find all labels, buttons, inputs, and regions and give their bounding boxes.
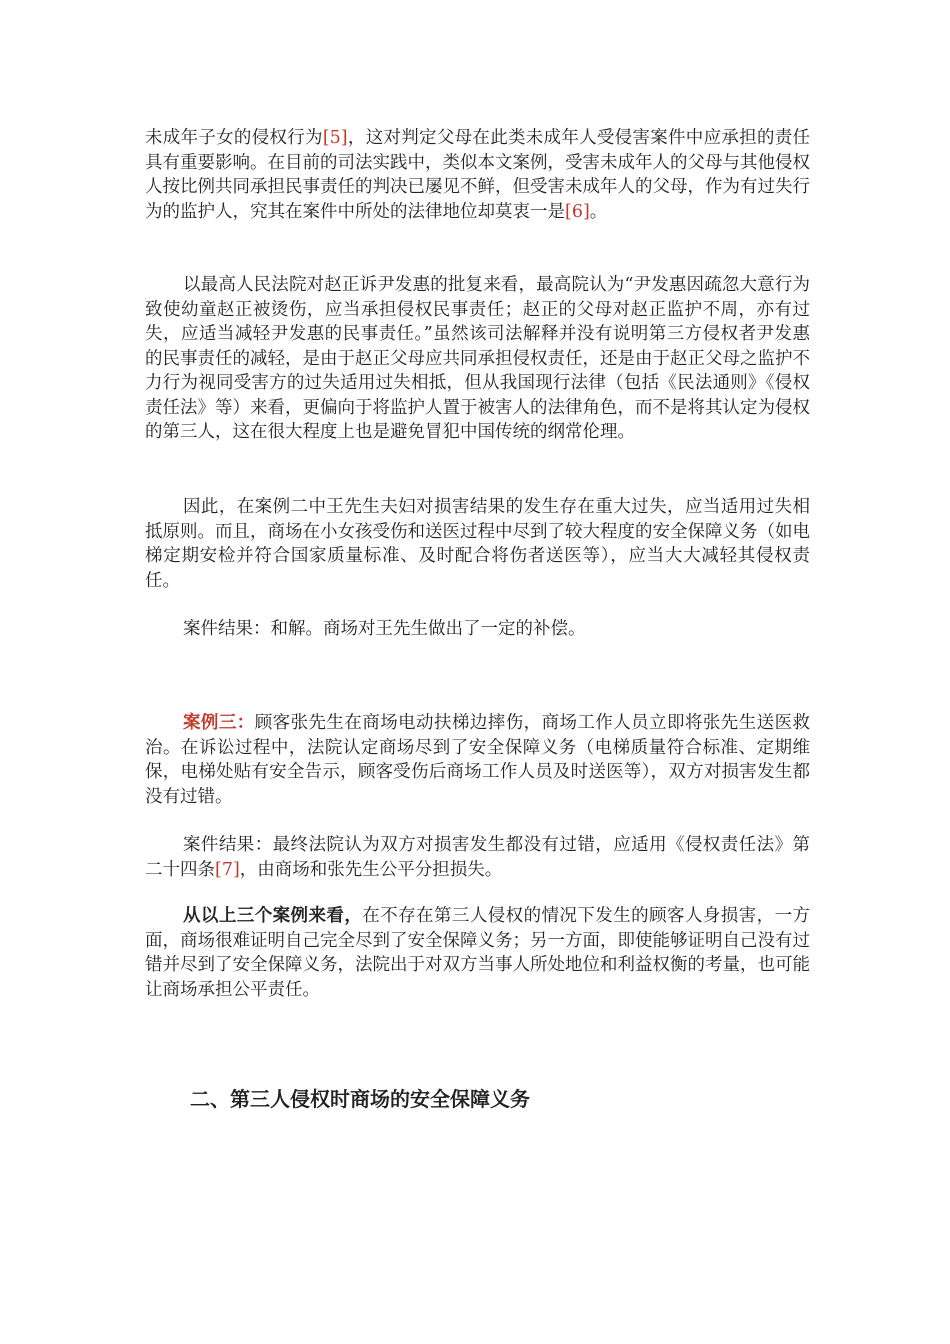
summary-lead: 从以上三个案例来看， (183, 906, 363, 926)
paragraph-text: 。 (589, 201, 608, 222)
paragraph-case-three-result (145, 833, 810, 882)
section-heading: 二、第三人侵权时商场的安全保障义务 (190, 1087, 530, 1111)
paragraph-text: ，这对判定父母在此类未成年人受侵害案件中应承担的责任具有重要影响。在目前的司法实践中，类似本文案例，受害未成年人的父母与其他侵权人按比例共同承担民事责任的判决已屡见不鲜，但受害未成年人的父母，作为有过失行为的监护人，究其在案件中所处的法律地位却莫衷一是 (145, 128, 811, 222)
paragraph-text: ，由商场和张先生公平分担损失。 (239, 859, 503, 880)
paragraph-text: 顾客张先生在商场电动扶梯边摔伤，商场工作人员立即将张先生送医救治。在诉讼过程中，法院认定商场尽到了安全保障义务（电梯质量符合标准、定期维保，电梯处贴有安全告示，顾客受伤后商场工作人员及时送医等），双方对损害发生都没有过错。 (145, 713, 811, 807)
paragraph-case-two-analysis: 因此，在案例二中王先生夫妇对损害结果的发生存在重大过失，应当适用过失相抵原则。而且，商场在小女孩受伤和送医过程中尽到了较大程度的安全保障义务（如电梯定期安检并符合国家质量标准、及时配合将伤者送医等），应当大大减轻其侵权责任。 (145, 497, 810, 591)
paragraph-supreme-court-reply: 以最高人民法院对赵正诉尹发惠的批复来看，最高院认为“尹发惠因疏忽大意行为致使幼童赵正被烫伤，应当承担侵权民事责任；赵正的父母对赵正监护不周，亦有过失，应适当减轻尹发惠的民事责任。”虽然该司法解释并没有说明第三方侵权者尹发惠的民事责任的减轻，是由于赵正父母应共同承担侵权责任，还是由于赵正父母之监护不力行为视同受害方的过失适用过失相抵，但从我国现行法律（包括《民法通则》《侵权责任法》等）来看，更偏向于将监护人置于被害人的法律角色，而不是将其认定为侵权的第三人，这在很大程度上也是避免冒犯中国传统的纲常伦理。 (145, 275, 810, 442)
footnote-ref-7[interactable]: [7] (215, 859, 240, 880)
paragraph-minor-liability (145, 126, 810, 224)
paragraph-summary (145, 904, 810, 1002)
footnote-ref-5[interactable]: [5] (322, 128, 348, 148)
paragraph-text: 案件结果：最终法院认为双方对损害发生都没有过错，应适用《侵权责任法》第二十四条 (145, 835, 810, 880)
case-three-label: 案例三： (183, 713, 255, 733)
paragraph-text: 在不存在第三人侵权的情况下发生的顾客人身损害，一方面，商场很难证明自己完全尽到了安全保障义务；另一方面，即使能够证明自己没有过错并尽到了安全保障义务，法院出于对双方当事人所处地位和利益权衡的考量，也可能让商场承担公平责任。 (145, 906, 810, 1000)
paragraph-case-three (145, 711, 810, 809)
paragraph-text: 未成年子女的侵权行为 (145, 128, 323, 148)
footnote-ref-6[interactable]: [6] (565, 201, 590, 222)
paragraph-case-two-result: 案件结果：和解。商场对王先生做出了一定的补偿。 (183, 619, 586, 639)
